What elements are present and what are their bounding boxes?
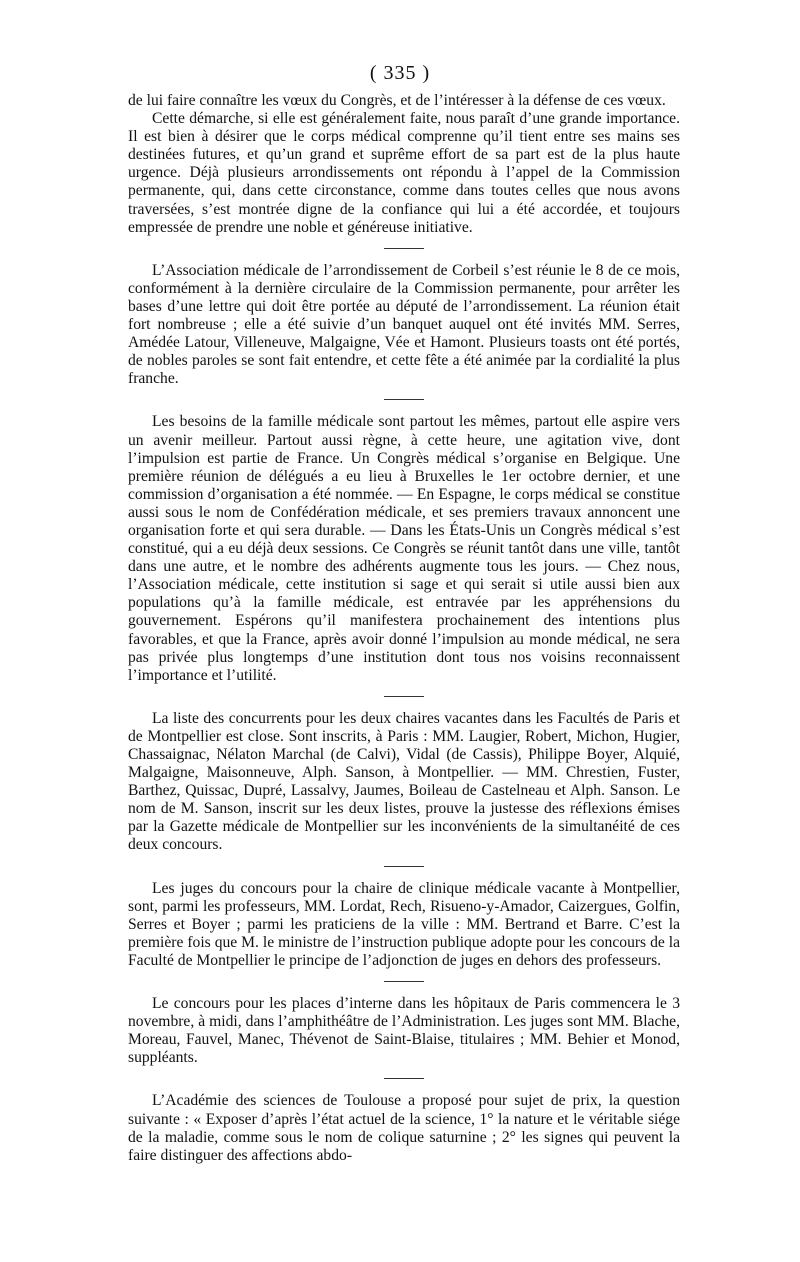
paragraph: La liste des concurrents pour les deux chaires vacantes dans les Facultés de Paris et de Montpellier est close. Sont inscrits, à Paris : MM. Laugier, Robert, Michon, Hugier, Chassaignac, Nélaton Marchal (de Calvi), Vidal (de Cassis), Philippe Boyer, Alquié, Malgaigne, Maisonneuve, Alph. Sanson, à Montpellier. — MM. Chrestien, Fuster, Barthez, Quissac, Dupré, Lassalvy, Jaumes, Boileau de Castelneau et Alph. Sanson. Le nom de M. Sanson, inscrit sur les deux listes, prouve la justesse des réflexions émises par la Gazette médicale de Montpellier sur les inconvénients de la simultanéité de ces deux concours. [128,709,680,854]
section-divider [384,866,424,867]
paragraph: de lui faire connaître les vœux du Congrès, et de l’intéresser à la défense de ces vœux. [128,92,666,109]
section-divider [384,399,424,400]
text-column [128,92,680,1165]
paragraph: Les juges du concours pour la chaire de clinique médicale vacante à Montpellier, sont, parmi les professeurs, MM. Lordat, Rech, Risueno-y-Amador, Caizergues, Golfin, Serres et Boyer ; parmi les praticiens de la ville : MM. Bertrand et Barre. C’est la première fois que M. le ministre de l’instruction publique adopte pour les concours de la Faculté de Montpellier le principe de l’adjonction de juges en dehors des professeurs. [128,879,680,969]
section-juges-montpellier [128,880,680,970]
section-divider [384,696,424,697]
page-number: ( 335 ) [369,62,431,84]
section-concurrents [128,710,680,855]
section-divider [384,1078,424,1079]
section-concours-internat [128,995,680,1067]
paragraph: L’Association médicale de l’arrondissement de Corbeil s’est réunie le 8 de ce mois, conformément à la dernière circulaire de la Commission permanente, pour arrêter les bases d’une lettre qui doit être portée au député de l’arrondissement. La réunion était fort nombreuse ; elle a été suivie d’un banquet auquel ont été invités MM. Serres, Amédée Latour, Villeneuve, Malgaigne, Vée et Hamont. Plusieurs toasts ont été portés, de nobles paroles se sont fait entendre, et cette fête a été animée par la cordialité la plus franche. [128,261,680,388]
paragraph: L’Académie des sciences de Toulouse a proposé pour sujet de prix, la question suivante : « Exposer d’après l’état actuel de la science, 1° la nature et le véritable siége de la maladie, comme sous le nom de colique saturnine ; 2° les signes qui peuvent la faire distinguer des affections abdo- [128,1092,680,1164]
section-corbeil [128,262,680,389]
section-divider [384,981,424,982]
paragraph: Les besoins de la famille médicale sont partout les mêmes, partout elle aspire vers un avenir meilleur. Partout aussi règne, à cette heure, une agitation vive, dont l’impulsion est partie de France. Un Congrès médical s’organise en Belgique. Une première réunion de délégués a eu lieu à Bruxelles le 1er octobre dernier, et une commission d’organisation a été nommée. — En Espagne, le corps médical se constitue aussi sous le nom de Confédération médicale, et ses premiers travaux annoncent une organisation forte et qui sera durable. — Dans les États-Unis un Congrès médical s’est constitué, qui a eu déjà deux sessions. Ce Congrès se réunit tantôt dans une ville, tantôt dans une autre, et le nombre des adhérents augmente tous les jours. — Chez nous, l’Association médicale, cette institution si sage et qui serait si utile aussi bien aux populations qu’à la famille médicale, est entravée par les appréhensions du gouvernement. Espérons qu’il manifestera prochainement des intentions plus favorables, et que la France, après avoir donné l’impulsion au monde médical, ne sera pas privée plus longtemps d’une institution dont tous nos voisins reconnaissent l’importance et l’utilité. [128,413,680,684]
section-divider [384,248,424,249]
paragraph: Le concours pour les places d’interne dans les hôpitaux de Paris commencera le 3 novembre, à midi, dans l’amphithéâtre de l’Administration. Les juges sont MM. Blache, Moreau, Fauvel, Manec, Thévenot de Saint-Blaise, titulaires ; MM. Behier et Monod, suppléants. [128,995,680,1067]
section-famille-medicale [128,413,680,684]
section-academie-toulouse [128,1092,680,1164]
paragraph: Cette démarche, si elle est généralement faite, nous paraît d’une grande importance. Il est bien à désirer que le corps médical comprenne qu’il tient entre ses mains ses destinées futures, et qu’un grand et suprême effort de sa part est de la plus haute urgence. Déjà plusieurs arrondissements ont répondu à l’appel de la Commission permanente, qui, dans cette circonstance, comme dans toutes celles que nous avons traversées, s’est montrée digne de la confiance qui lui a été accordée, et toujours empressée de prendre une noble et généreuse initiative. [128,110,680,236]
section-congres-demarche [128,92,680,237]
